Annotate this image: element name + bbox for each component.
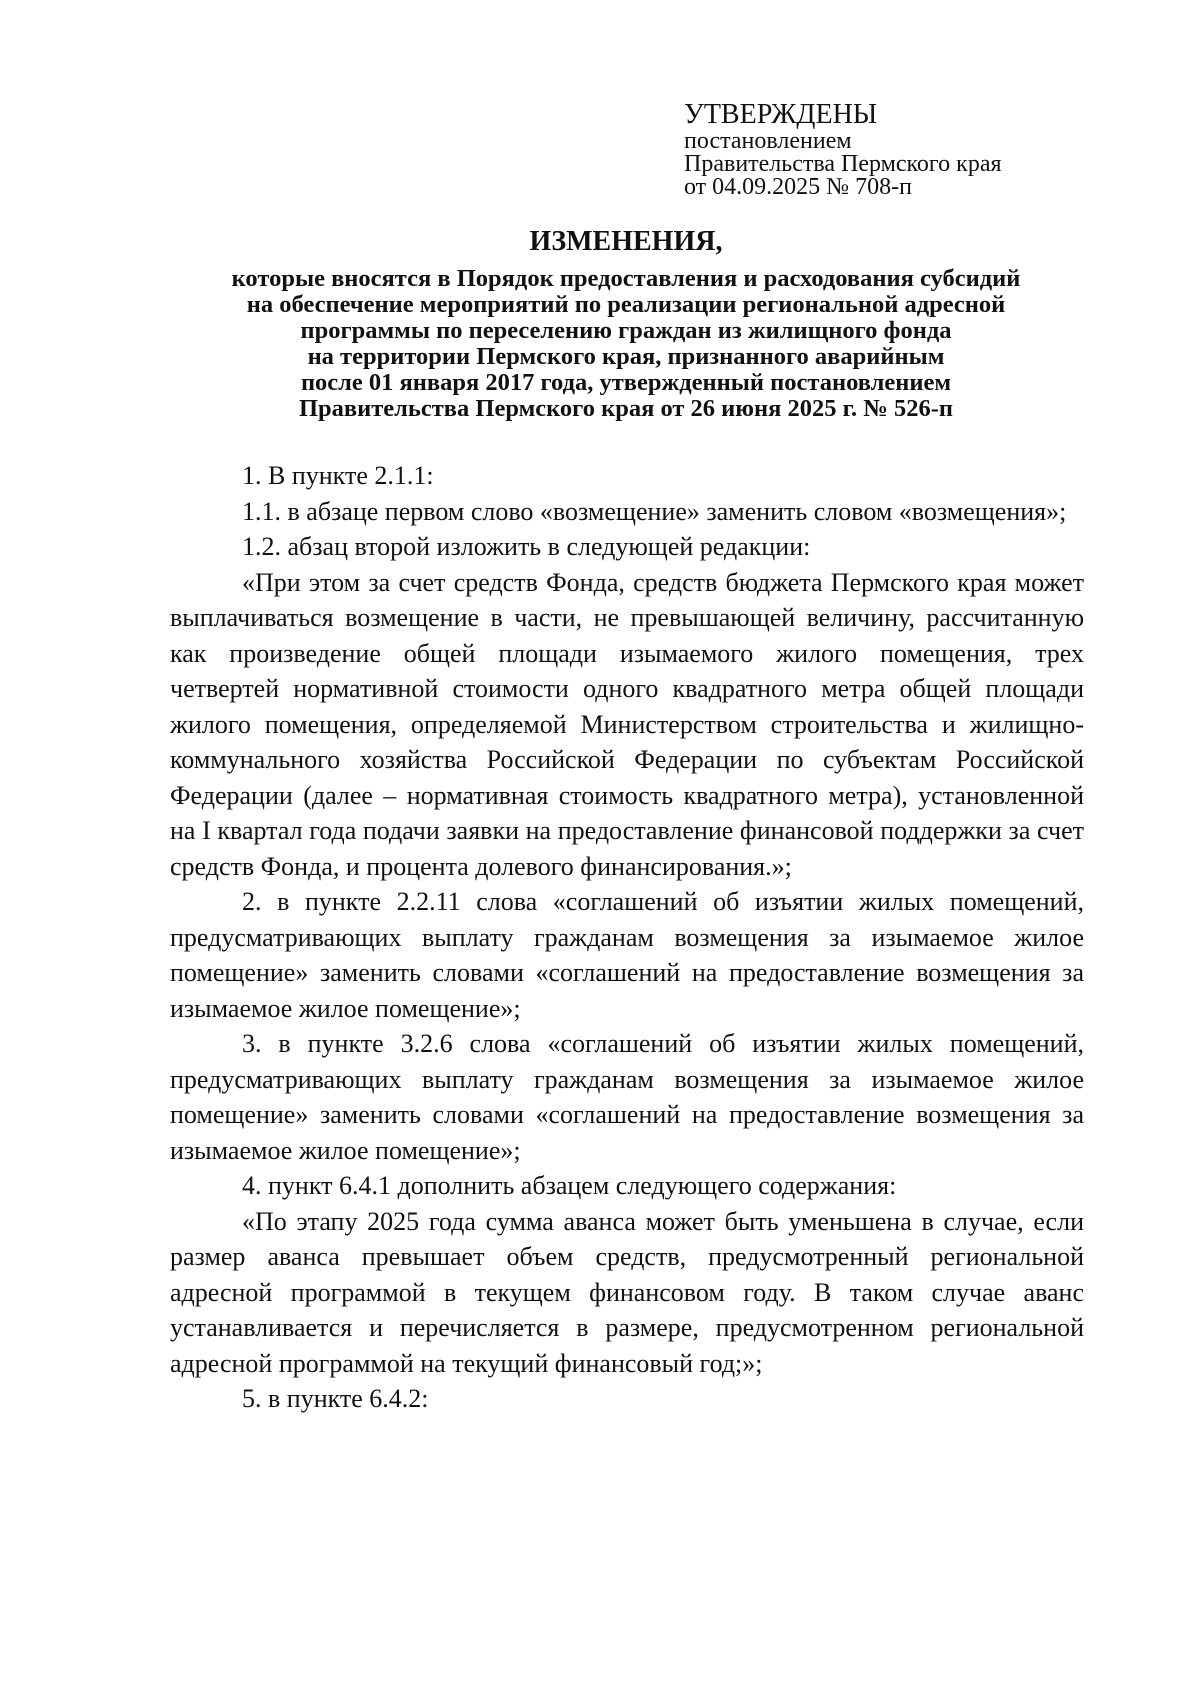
approval-line: постановлением: [684, 128, 852, 154]
approval-stamp: [684, 100, 1002, 199]
subtitle-line: на обеспечение мероприятий по реализации региональной адресной: [246, 291, 1006, 318]
subtitle-line: Правительства Пермского края от 26 июня 2025 г. № 526-п: [298, 395, 953, 422]
subtitle-line: на территории Пермского края, признанного аварийным: [307, 343, 945, 370]
paragraph: «По этапу 2025 года сумма аванса может быть уменьшена в случае, если размер аванса превышает объем средств, предусмотренный региональной адресной программой в текущем финансовом году. В таком случае аванс устанавливается и перечисляется в размере, предусмотренном региональной адресной программой на текущий финансовый год;»;: [170, 1206, 1084, 1378]
approval-date-number: от 04.09.2025 № 708-п: [684, 174, 912, 200]
paragraph: 4. пункт 6.4.1 дополнить абзацем следующего содержания:: [242, 1171, 897, 1200]
paragraph: 1.1. в абзаце первом слово «возмещение» заменить словом «возмещения»;: [242, 496, 1067, 526]
document-title: ИЗМЕНЕНИЯ,: [529, 226, 723, 257]
paragraph: 1.2. абзац второй изложить в следующей редакции:: [242, 532, 811, 561]
approval-line: Правительства Пермского края: [684, 151, 1002, 177]
approval-heading: УТВЕРЖДЕНЫ: [684, 99, 878, 130]
subtitle-line: которые вносятся в Порядок предоставления и расходования субсидий: [231, 265, 1021, 292]
subtitle-line: после 01 января 2017 года, утвержденный постановлением: [300, 369, 952, 396]
document-subtitle: [170, 266, 1082, 422]
paragraph: 3. в пункте 3.2.6 слова «соглашений об изъятии жилых помещений, предусматривающих выплату гражданам возмещения за изымаемое жилое помещение» заменить словами «соглашений на предоставление возмещения за изымаемое жилое помещение»;: [170, 1029, 1084, 1165]
paragraph: 5. в пункте 6.4.2:: [242, 1384, 429, 1413]
paragraph: «При этом за счет средств Фонда, средств бюджета Пермского края может выплачиваться возмещение в части, не превышающей величину, рассчитанную как произведение общей площади изымаемого жилого помещения, трех четвертей нормативной стоимости одного квадратного метра общей площади жилого помещения, определяемой Министерством строительства и жилищно-коммунального хозяйства Российской Федерации по субъектам Российской Федерации (далее – нормативная стоимость квадратного метра), установленной на I квартал года подачи заявки на предоставление финансовой поддержки за счет средств Фонда, и процента долевого финансирования.»;: [170, 567, 1084, 881]
paragraph: 1. В пункте 2.1.1:: [242, 461, 434, 490]
document-body: [170, 458, 1084, 1417]
paragraph: 2. в пункте 2.2.11 слова «соглашений об изъятии жилых помещений, предусматривающих выплату гражданам возмещения за изымаемое жилое помещение» заменить словами «соглашений на предоставление возмещения за изымаемое жилое помещение»;: [170, 887, 1084, 1023]
subtitle-line: программы по переселению граждан из жилищного фонда: [300, 317, 952, 344]
